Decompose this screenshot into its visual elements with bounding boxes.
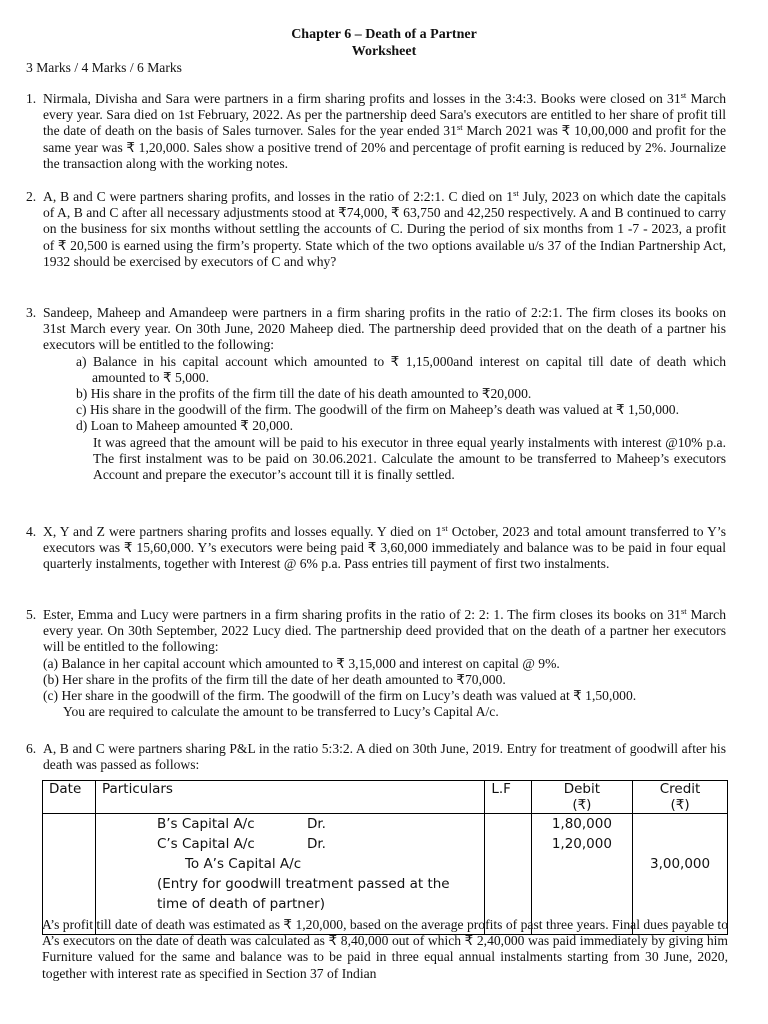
question-text: Ester, Emma and Lucy were partners in a firm sharing profits in the ratio of 2: 2: 1. The firm closes its books on 31st March every year. On 30th September, 2022 Lucy died. The partnership deed provided that on the death of a partner her executors will be entitled to the following: (a) Balance in her capital account which amounted to ₹ 3,15,000 and interest on capital @ 9%. (b) Her share in the profits of the firm till the date of her death amounted to ₹70,000. (c) Her share in the goodwill of the firm. The goodwill of the firm on Lucy’s death was valued at ₹ 1,50,000. You are required to calculate the amount to be transferred to Lucy’s Capital A/c. [43,606,726,720]
question-text: Nirmala, Divisha and Sara were partners in a firm sharing profits and losses in the 3:4:3. Books were closed on 31st March every year. Sara died on 1st February, 2022. As per the partnership deed Sara's executors are entitled to her share of profit till the date of death on the basis of Sales turnover. Sales for the year ended 31st March 2021 was ₹ 10,00,000 and profit for the same year was ₹ 1,20,000. Sales show a positive trend of 20% and percentage of profit earning is reduced by 2%. Journalize the transaction along with the working notes. [43,90,727,171]
journal-entry-table [42,780,728,935]
col-debit: Debit (₹) [531,781,632,814]
col-particulars: Particulars [95,781,484,814]
option-d: d) Loan to Maheep amounted ₹ 20,000. [76,418,294,434]
option-a: a) Balance in his capital account which amounted to ₹ 1,15,000and interest on capital till date of death which amounted to ₹ 5,000. [76,353,726,385]
question-number: 4. [26,524,37,539]
question-note: You are required to calculate the amount to be transferred to Lucy’s Capital A/c. [63,704,499,720]
question-4 [26,524,726,573]
question-6 [26,741,726,773]
col-lf: L.F [485,781,531,814]
table-header-row [43,781,728,814]
col-date: Date [43,781,96,814]
page-subtitle: Worksheet [351,44,417,59]
question-text: A, B and C were partners sharing profits, and losses in the ratio of 2:2:1. C died on 1st July, 2023 on which date the capitals of A, B and C after all necessary adjustments stood at ₹74,000, ₹ 63,750 and 42,250 respectively. A and B continued to carry on the business for six months without settling the accounts of C. During the period of six months from 1 -7 - 2023, a profit of ₹ 20,500 is earned using the firm’s property. State which of the two options available u/s 37 of the Indian Partnership Act, 1932 should be exercised by executors of C and why? [43,188,726,269]
question-note: It was agreed that the amount will be paid to his executor in three equal yearly instalments with interest @10% p.a. The first instalment was to be paid on 30.06.2021. Calculate the amount to be transferred to Maheep’s executors Account and prepare the executor’s account till it is finally settled. [93,434,726,483]
option-c: c) His share in the goodwill of the firm. The goodwill of the firm on Maheep’s death was valued at ₹ 1,50,000. [76,402,679,418]
question-1 [26,91,726,172]
question-6-continuation: A’s profit till date of death was estimated as ₹ 1,20,000, based on the average profits of past three years. Final dues payable to A’s executors on the date of death was calculated as ₹ 8,40,000 out of which ₹ 2,40,000 was paid immediately by giving him Furniture valued for the same and balance was to be paid in three equal annual instalments starting from 30 June, 2020, together with interest rate as specified in Section 37 of Indian [42,917,728,981]
question-number: 5. [26,607,37,622]
marks-label: 3 Marks / 4 Marks / 6 Marks [26,60,182,75]
option-c: (c) Her share in the goodwill of the firm. The goodwill of the firm on Lucy’s death was valued at ₹ 1,50,000. [43,688,637,704]
question-number: 2. [26,189,37,204]
cell-particulars: B’s Capital A/c Dr. C’s Capital A/c Dr. To A’s Capital A/c (Entry for goodwill treatment passed at the time of death of partner) [95,814,484,935]
question-text [43,305,726,483]
cell-credit: 3,00,000 [633,814,728,935]
option-b: (b) Her share in the profits of the firm till the date of her death amounted to ₹70,000. [43,671,506,687]
question-number: 6. [26,741,37,756]
cell-debit: 1,80,000 1,20,000 [531,814,632,935]
question-number: 3. [26,305,37,320]
option-b: b) His share in the profits of the firm till the date of his death amounted to ₹20,000. [76,386,532,402]
col-credit: Credit (₹) [633,781,728,814]
question-text: A, B and C were partners sharing P&L in the ratio 5:3:2. A died on 30th June, 2019. Entry for treatment of goodwill after his death was passed as follows: [43,741,726,773]
page-title: Chapter 6 – Death of a Partner [291,27,477,42]
question-2 [26,189,726,270]
question-5 [26,607,726,720]
question-3 [26,305,726,483]
question-intro: Sandeep, Maheep and Amandeep were partners in a firm sharing profits in the ratio of 2:2:1. The firm closes its books on 31st March every year. On 30th June, 2020 Maheep died. The partnership deed provided that on the death of a partner his executors will be entitled to the following: [43,305,726,353]
question-text: X, Y and Z were partners sharing profits and losses equally. Y died on 1st October, 2023 and total amount transferred to Y’s executors was ₹ 15,60,000. Y’s executors were being paid ₹ 3,60,000 immediately and balance was to be paid in four equal quarterly instalments, together with Interest @ 6% p.a. Pass entries till payment of first two instalments. [43,523,726,572]
question-number: 1. [26,91,37,106]
option-a: (a) Balance in her capital account which amounted to ₹ 3,15,000 and interest on capital @ 9%. [43,655,560,671]
